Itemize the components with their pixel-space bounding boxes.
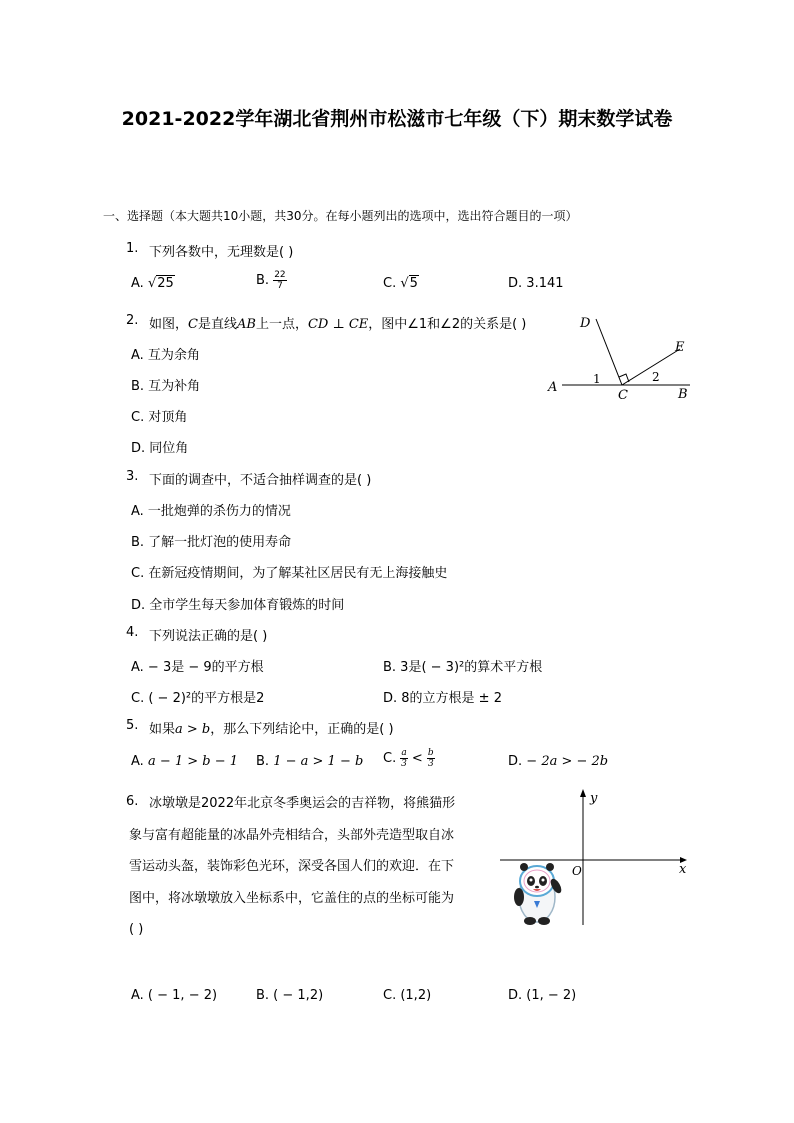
q4-number: 4.: [126, 625, 139, 640]
q4-option-c[interactable]: C. ( − 2)²的平方根是2: [131, 691, 265, 706]
sqrt-symbol: √25: [147, 276, 174, 291]
q4-stem: 下列说法正确的是( ): [149, 629, 268, 644]
q3-number: 3.: [126, 469, 139, 484]
q1-stem: 下列各数中，无理数是( ): [149, 245, 294, 260]
fraction-numerator: 22: [274, 270, 286, 280]
q2-option-c[interactable]: C. 对顶角: [131, 410, 188, 425]
q4-option-d[interactable]: D. 8的立方根是 ± 2: [383, 691, 502, 706]
q5-option-b-text: 1 − a > 1 − b: [273, 754, 364, 769]
q1-option-a[interactable]: [131, 276, 175, 291]
q1-option-b[interactable]: [256, 270, 287, 291]
q6-coordinate-figure: [495, 785, 695, 935]
q6-line: 冰墩墩是2022年北京冬季奥运会的吉祥物，将熊猫形: [149, 796, 456, 811]
q1-option-c-label: C.: [383, 276, 397, 291]
q3-option-a[interactable]: A. 一批炮弹的杀伤力的情况: [131, 504, 291, 519]
q2-stem: [149, 313, 526, 332]
q2-option-a[interactable]: A. 互为余角: [131, 348, 200, 363]
label-b: B: [678, 387, 688, 402]
fraction-denominator: 3: [427, 759, 434, 769]
q6-line: 象与富有超能量的冰晶外壳相结合，头部外壳造型取自冰: [129, 827, 455, 843]
q1-option-a-radicand: 25: [157, 276, 174, 291]
q4-option-b[interactable]: B. 3是( − 3)²的算术平方根: [383, 660, 543, 675]
q1-option-c[interactable]: [383, 276, 419, 291]
fraction-numerator: a: [401, 748, 407, 758]
q5-stem: [149, 718, 394, 737]
q6-option-a[interactable]: A. ( − 1, − 2): [131, 988, 218, 1003]
q5-stem-part: ，那么下列结论中，正确的是( ): [210, 722, 394, 737]
q6-option-c[interactable]: C. (1,2): [383, 988, 432, 1003]
q6-line: 图中，将冰墩墩放入坐标系中，它盖住的点的坐标可能为: [129, 890, 455, 906]
label-a: A: [548, 380, 558, 395]
q1-number: 1.: [126, 241, 139, 256]
q2-stem-part: ，图中∠1和∠2的关系是( ): [368, 317, 527, 332]
q2-option-d[interactable]: D. 同位角: [131, 441, 189, 456]
q1-option-d-text: 3.141: [526, 276, 564, 291]
q5-number: 5.: [126, 718, 139, 733]
q6-line: 雪运动头盔，装饰彩色光环，深受各国人们的欢迎．在下: [129, 859, 455, 874]
fraction-denominator: 3: [401, 759, 407, 769]
y-axis-arrow: [580, 789, 586, 797]
q4-option-a[interactable]: A. − 3是 − 9的平方根: [131, 660, 264, 675]
q5-option-a[interactable]: [131, 754, 238, 769]
q6-line: ( ): [129, 922, 144, 937]
q1-option-d[interactable]: [508, 276, 564, 291]
q5-option-c-label: C.: [383, 751, 397, 766]
ray-ce: [622, 349, 680, 385]
q5-condition: a > b: [175, 722, 211, 737]
q1-option-c-radicand: 5: [409, 276, 418, 291]
page-title: 2021-2022学年湖北省荆州市松滋市七年级（下）期末数学试卷: [121, 108, 673, 130]
q1-option-a-label: A.: [131, 276, 144, 291]
fraction-numerator: b: [427, 748, 434, 758]
label-angle-1: 1: [593, 372, 601, 386]
origin-label: O: [572, 864, 582, 878]
q5-option-c[interactable]: [383, 748, 435, 769]
q3-option-d[interactable]: D. 全市学生每天参加体育锻炼的时间: [131, 598, 345, 613]
label-e: E: [675, 340, 685, 355]
q3-option-c[interactable]: C. 在新冠疫情期间，为了解某社区居民有无上海接触史: [131, 566, 448, 581]
q2-option-b[interactable]: B. 互为补角: [131, 379, 201, 394]
q6-option-b[interactable]: B. ( − 1,2): [256, 988, 324, 1003]
q5-stem-part: 如果: [149, 722, 176, 737]
label-angle-2: 2: [652, 370, 660, 384]
q2-geometry-figure: [540, 305, 710, 410]
sqrt-symbol: √5: [400, 276, 418, 291]
section-heading: 一、选择题（本大题共10小题，共30分。在每小题列出的选项中，选出符合题目的一项）: [103, 209, 578, 223]
label-c: C: [618, 388, 628, 403]
q2-stem-part: 是直线: [197, 317, 237, 332]
q2-point-c: C: [188, 317, 198, 332]
y-axis-label: y: [590, 791, 598, 806]
q1-option-b-fraction: [273, 270, 286, 291]
q2-line-ab: AB: [236, 317, 256, 332]
q1-option-d-label: D.: [508, 276, 523, 291]
fraction-denominator: 7: [277, 281, 283, 291]
q2-stem-part: 如图，: [149, 317, 189, 332]
q5-option-a-label: A.: [131, 754, 144, 769]
q5-option-d-label: D.: [508, 754, 523, 769]
q3-stem: 下面的调查中，不适合抽样调查的是( ): [149, 473, 372, 488]
x-axis-label: x: [679, 862, 687, 877]
q5-option-d-text: − 2a > − 2b: [526, 754, 609, 769]
q6-number: 6.: [126, 794, 139, 809]
label-d: D: [580, 316, 591, 331]
mascot-icon: [514, 863, 563, 925]
q2-stem-part: 上一点，: [255, 317, 308, 332]
q5-option-d[interactable]: [508, 754, 608, 769]
q5-option-b-label: B.: [256, 754, 270, 769]
q6-paragraph: [129, 788, 489, 946]
q2-number: 2.: [126, 313, 139, 328]
q6-option-d[interactable]: D. (1, − 2): [508, 988, 577, 1003]
q5-option-c-fraction-1: [400, 748, 407, 769]
q5-option-a-text: a − 1 > b − 1: [147, 754, 239, 769]
q5-option-b[interactable]: [256, 754, 363, 769]
q3-option-b[interactable]: B. 了解一批灯泡的使用寿命: [131, 535, 292, 550]
less-than-sign: <: [411, 751, 423, 766]
q1-option-b-label: B.: [256, 273, 270, 288]
q5-option-c-fraction-2: [427, 748, 435, 769]
q2-perp-expr: CD ⊥ CE: [307, 317, 369, 332]
